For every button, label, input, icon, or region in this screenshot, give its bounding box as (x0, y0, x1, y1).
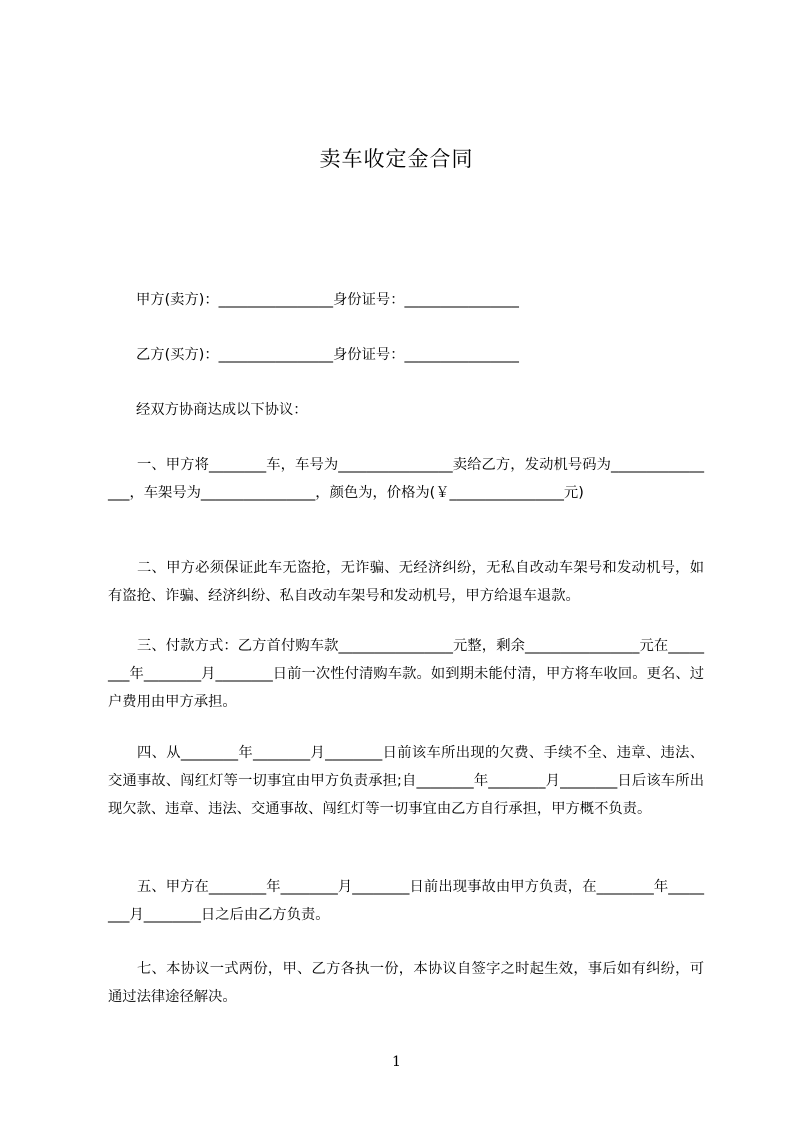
party-a-line: 甲方(卖方)：________________身份证号：________________ (136, 292, 519, 308)
document-title: 卖车收定金合同 (319, 147, 474, 171)
clause-7: 七、本协议一式两份，甲、乙方各执一份，本协议自签字之时起生效，事后如有纠纷，可通过法律途径解决。 (108, 961, 704, 1005)
clause-1: 一、甲方将________车，车号为________________卖给乙方，发动机号码为________________，车架号为________________，颜色为，价格为(￥________________元) (108, 457, 704, 501)
page-number: 1 (392, 1054, 401, 1070)
clause-3: 三、付款方式：乙方首付购车款________________元整，剩余________________元在________年________月________日前一次性付清购车款。如到期未能付清，甲方将车收回。更名、过户费用由甲方承担。 (108, 638, 704, 710)
clause-5: 五、甲方在________年________月________日前出现事故由甲方负责，在________年________月________日之后由乙方负责。 (108, 879, 704, 923)
clause-4: 四、从________年________月________日前该车所出现的欠费、手续不全、违章、违法、交通事故、闯红灯等一切事宜由甲方负责承担;自________年________月________日后该车所出现欠款、违章、违法、交通事故、闯红灯等一切事宜由乙方自行承担，甲方概不负责。 (108, 745, 704, 817)
clause-2: 二、甲方必须保证此车无盗抢，无诈骗、无经济纠纷，无私自改动车架号和发动机号，如有盗抢、诈骗、经济纠纷、私自改动车架号和发动机号，甲方给退车退款。 (108, 560, 704, 604)
party-b-line: 乙方(买方)：________________身份证号：________________ (136, 347, 519, 363)
agreement-intro: 经双方协商达成以下协议： (136, 402, 308, 418)
